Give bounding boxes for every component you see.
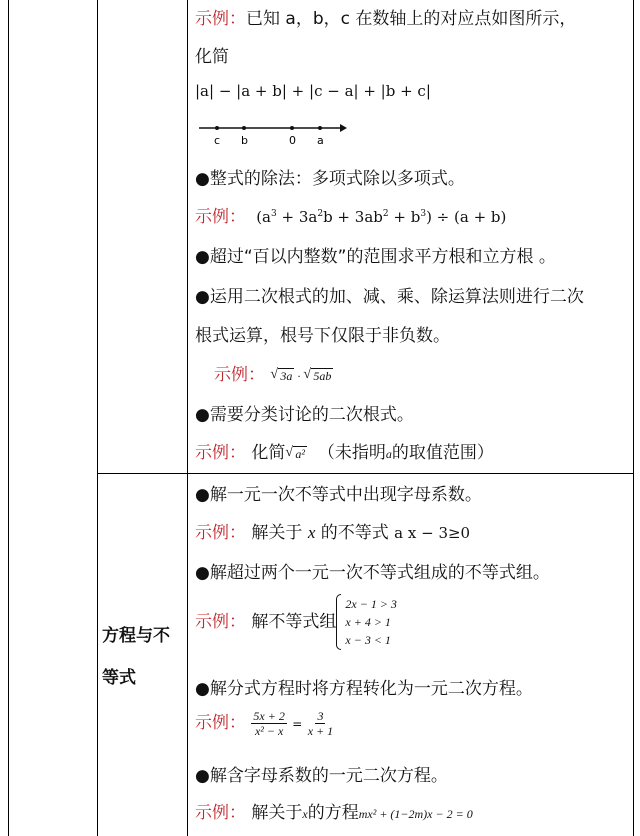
point-a	[318, 126, 322, 130]
radical-rule-line-1: ●运用二次根式的加、减、乘、除运算法则进行二次	[195, 287, 584, 307]
fraction-left: $\frac{5x + 2}{\text{x² − x}}$	[253, 708, 285, 738]
category-line-2: 等式	[102, 668, 136, 688]
label-zero: 0	[289, 134, 296, 147]
example-label: 示例：	[195, 803, 246, 823]
polynomial-division: $(a^3 + 3a^2b + 3ab^2 + b^3) \div (a + b)$	[256, 208, 507, 226]
example-label: 示例：	[195, 207, 246, 227]
point-c	[215, 126, 219, 130]
table-col-divider-2	[187, 0, 188, 836]
sqrt-a-squared: √ a²	[285, 447, 307, 462]
example-label: 示例：	[195, 523, 246, 543]
example-8: 示例： 解关于x的方程mx² + (1−2m)x − 2 = 0	[195, 803, 473, 823]
inequality-rule: ●解一元一次不等式中出现字母系数。	[195, 485, 482, 505]
example-5: 示例： 解关于 x 的不等式 a x − 3≥0	[195, 523, 471, 543]
example-label: 示例：	[195, 713, 246, 733]
example-label: 示例：	[195, 612, 246, 632]
example-7: 示例： $\frac{5x + 2}{\text{x² − x}}$ = $\frac{3}{x + 1}$	[195, 708, 334, 738]
table-row-divider	[97, 473, 633, 474]
radical-product: √ 3a · √ 5ab	[270, 369, 333, 383]
example-text: 已知 a，b，c 在数轴上的对应点如图所示，	[246, 9, 577, 29]
case-rule: ●需要分类讨论的二次根式。	[195, 405, 414, 425]
quadratic-equation: mx² + (1−2m)x − 2 = 0	[358, 807, 473, 821]
system-line: x − 3 < 1	[345, 633, 391, 647]
category-line-1: 方程与不	[102, 626, 170, 646]
point-b	[242, 126, 246, 130]
example-6: 示例： 解不等式组 2x − 1 > 3 x + 4 > 1 x − 3 < 1	[195, 594, 397, 650]
quadratic-rule: ●解含字母系数的一元二次方程。	[195, 766, 448, 786]
simplify-text: 化简	[195, 47, 229, 67]
fraction-right: $\frac{3}{x + 1}$	[307, 708, 334, 738]
number-line-arrow	[340, 124, 347, 132]
radical-rule-line-2: 根式运算，根号下仅限于非负数。	[195, 326, 450, 346]
division-rule: ●整式的除法：多项式除以多项式。	[195, 169, 465, 189]
table-left-border	[8, 0, 9, 836]
example-4: 示例： 化简√ a² （未指明a的取值范围）	[195, 438, 494, 463]
label-c: c	[214, 134, 221, 147]
inequality-system	[336, 594, 397, 650]
label-b: b	[241, 134, 248, 147]
absolute-value-expression: |a| − |a + b| + |c − a| + |b + c|	[195, 82, 431, 100]
label-a: a	[317, 134, 324, 147]
number-line	[195, 120, 355, 148]
example-label: 示例：	[214, 365, 265, 385]
table-col-divider-1	[97, 0, 98, 836]
fraction-rule: ●解分式方程时将方程转化为一元二次方程。	[195, 679, 533, 699]
root-rule: ●超过“百以内整数”的范围求平方根和立方根 。	[195, 247, 556, 267]
table-right-border	[633, 0, 634, 836]
example-2	[195, 202, 506, 227]
system-line: x + 4 > 1	[345, 615, 391, 629]
example-label: 示例：	[195, 443, 246, 463]
example-1	[195, 4, 576, 29]
system-rule: ●解超过两个一元一次不等式组成的不等式组。	[195, 563, 550, 583]
example-label: 示例：	[195, 9, 246, 29]
system-line: 2x − 1 > 3	[345, 597, 397, 611]
category-cell	[102, 615, 186, 699]
example-3	[214, 360, 333, 385]
point-zero	[290, 126, 294, 130]
